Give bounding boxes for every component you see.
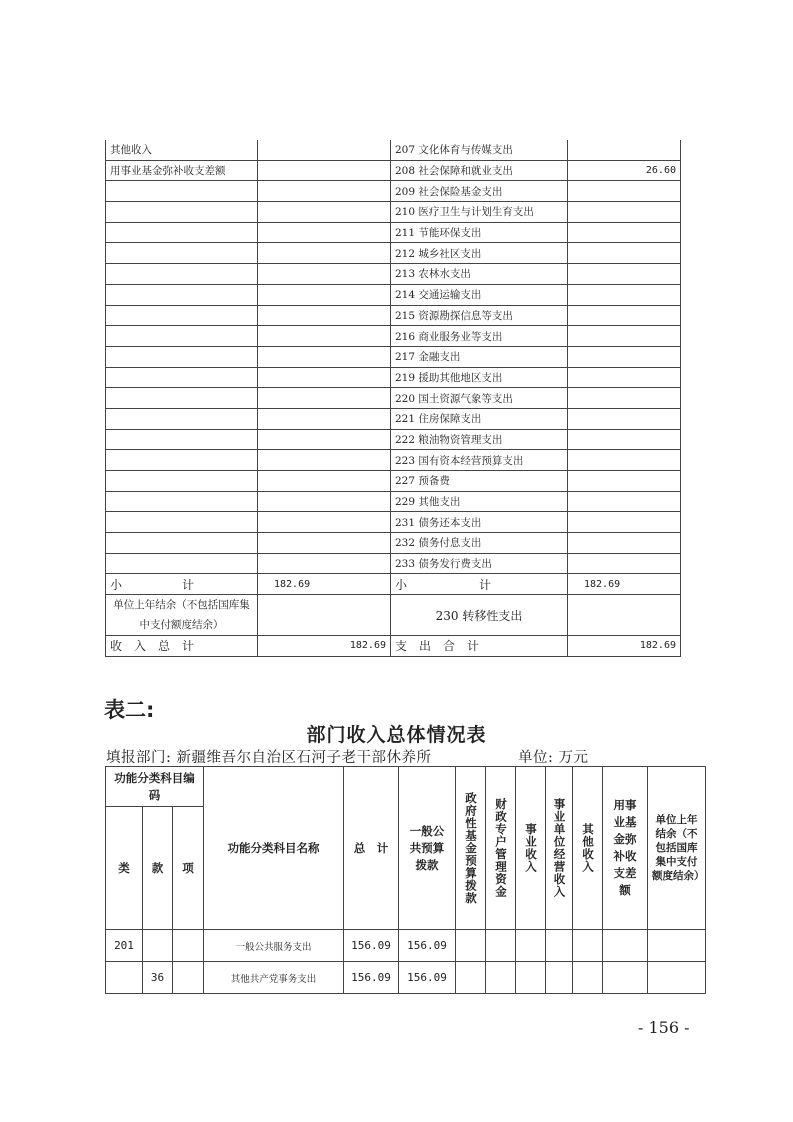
expense-value (568, 181, 681, 202)
expense-item: 212 城乡社区支出 (391, 243, 568, 264)
cell-other-income (573, 930, 603, 962)
expense-value (568, 471, 681, 492)
expense-item: 211 节能环保支出 (391, 222, 568, 243)
table-row (106, 326, 681, 347)
table-row (106, 202, 681, 223)
table-row (106, 930, 706, 962)
income-value (258, 202, 391, 223)
expense-value (568, 243, 681, 264)
expense-value (568, 553, 681, 574)
expense-value (568, 284, 681, 305)
cell-total: 156.09 (344, 930, 399, 962)
carryover-income-label: 单位上年结余（不包括国库集中支付额度结余） (106, 595, 258, 636)
income-value (258, 512, 391, 533)
expense-item: 229 其他支出 (391, 491, 568, 512)
header-name: 功能分类科目名称 (204, 767, 344, 930)
table-row (106, 491, 681, 512)
expense-item: 214 交通运输支出 (391, 284, 568, 305)
cell-gov-fund (456, 930, 486, 962)
expense-item: 223 国有资本经营预算支出 (391, 450, 568, 471)
income-item (106, 326, 258, 347)
income-value (258, 284, 391, 305)
income-item (106, 202, 258, 223)
table-row (106, 346, 681, 367)
expense-value (568, 326, 681, 347)
expense-value (568, 305, 681, 326)
header-xiang: 项 (173, 807, 204, 930)
income-value (258, 140, 391, 160)
income-value (258, 471, 391, 492)
table-row (106, 284, 681, 305)
cell-fund-offset (603, 962, 648, 994)
expense-value (568, 408, 681, 429)
expense-item: 233 债务发行费支出 (391, 553, 568, 574)
department-income-table (105, 766, 706, 994)
subtotal-expense-label: 小 计 (391, 574, 568, 595)
table-title: 部门收入总体情况表 (306, 724, 487, 746)
expense-value (568, 512, 681, 533)
cell-gov-fund (456, 962, 486, 994)
income-item (106, 243, 258, 264)
table-row (106, 429, 681, 450)
expense-item: 213 农林水支出 (391, 264, 568, 285)
expense-item: 222 粮油物资管理支出 (391, 429, 568, 450)
header-gov-fund: 政府性基金预算拨款 (456, 767, 486, 930)
income-expense-summary-table (105, 140, 681, 657)
table-row (106, 388, 681, 409)
carryover-income-value (258, 595, 391, 636)
table-row (106, 367, 681, 388)
expense-item: 231 债务还本支出 (391, 512, 568, 533)
income-value (258, 326, 391, 347)
income-item (106, 450, 258, 471)
cell-business-income (516, 962, 546, 994)
header-lei: 类 (106, 807, 143, 930)
expense-item: 208 社会保障和就业支出 (391, 160, 568, 181)
table-label: 表二: (104, 698, 155, 722)
header-carryover: 单位上年结余（不包括国库集中支付额度结余） (648, 767, 706, 930)
income-value (258, 553, 391, 574)
income-item (106, 512, 258, 533)
income-item (106, 408, 258, 429)
expense-item: 220 国土资源气象等支出 (391, 388, 568, 409)
subtotal-income-value: 182.69 (258, 574, 391, 595)
cell-carryover (648, 930, 706, 962)
cell-operating-income (546, 930, 573, 962)
expense-value (568, 533, 681, 554)
expense-item: 232 债务付息支出 (391, 533, 568, 554)
cell-other-income (573, 962, 603, 994)
income-value (258, 388, 391, 409)
total-expense-label: 支 出 合 计 (391, 636, 568, 657)
table-row (106, 140, 681, 160)
total-row (106, 636, 681, 657)
cell-xiang (173, 962, 204, 994)
cell-xiang (173, 930, 204, 962)
expense-item: 221 住房保障支出 (391, 408, 568, 429)
expense-item: 217 金融支出 (391, 346, 568, 367)
income-item (106, 388, 258, 409)
income-item (106, 533, 258, 554)
expense-value (568, 264, 681, 285)
expense-value (568, 346, 681, 367)
income-item (106, 181, 258, 202)
expense-value (568, 367, 681, 388)
total-expense-value: 182.69 (568, 636, 681, 657)
cell-kuan: 36 (143, 962, 173, 994)
header-special-fund: 财政专户管理资金 (486, 767, 516, 930)
cell-lei: 201 (106, 930, 143, 962)
header-total: 总 计 (344, 767, 399, 930)
page-number: - 156 - (638, 1018, 690, 1037)
income-value (258, 264, 391, 285)
cell-fund-offset (603, 930, 648, 962)
income-value (258, 243, 391, 264)
table-row (106, 160, 681, 181)
income-item (106, 305, 258, 326)
expense-item: 209 社会保险基金支出 (391, 181, 568, 202)
subtotal-expense-value: 182.69 (568, 574, 681, 595)
carryover-expense-label: 230 转移性支出 (391, 595, 568, 636)
income-item: 其他收入 (106, 140, 258, 160)
cell-carryover (648, 962, 706, 994)
expense-value (568, 388, 681, 409)
income-item: 用事业基金弥补收支差额 (106, 160, 258, 181)
expense-item: 210 医疗卫生与计划生育支出 (391, 202, 568, 223)
expense-value (568, 429, 681, 450)
income-item (106, 491, 258, 512)
table-row (106, 450, 681, 471)
subtotal-row (106, 574, 681, 595)
cell-total: 156.09 (344, 962, 399, 994)
cell-operating-income (546, 962, 573, 994)
expense-item: 219 援助其他地区支出 (391, 367, 568, 388)
expense-value (568, 222, 681, 243)
header-kuan: 款 (143, 807, 173, 930)
header-business-income: 事业收入 (516, 767, 546, 930)
table-row (106, 305, 681, 326)
expense-value (568, 202, 681, 223)
income-value (258, 450, 391, 471)
cell-business-income (516, 930, 546, 962)
income-item (106, 553, 258, 574)
header-operating-income: 事业单位经营收入 (546, 767, 573, 930)
income-value (258, 367, 391, 388)
income-item (106, 264, 258, 285)
table-row (106, 471, 681, 492)
carryover-expense-value (568, 595, 681, 636)
header-fund-offset: 用事业基金弥补收支差额 (603, 767, 648, 930)
cell-special-fund (486, 930, 516, 962)
header-general-budget: 一般公共预算拨款 (399, 767, 456, 930)
table-row (106, 181, 681, 202)
cell-name: 其他共产党事务支出 (204, 962, 344, 994)
carryover-row (106, 595, 681, 636)
income-value (258, 160, 391, 181)
expense-value: 26.60 (568, 160, 681, 181)
cell-name: 一般公共服务支出 (204, 930, 344, 962)
income-value (258, 491, 391, 512)
table-row (106, 533, 681, 554)
expense-item: 215 资源勘探信息等支出 (391, 305, 568, 326)
income-value (258, 429, 391, 450)
expense-value (568, 491, 681, 512)
income-item (106, 222, 258, 243)
cell-general-budget: 156.09 (399, 962, 456, 994)
income-item (106, 346, 258, 367)
table-row (106, 408, 681, 429)
income-value (258, 305, 391, 326)
income-value (258, 222, 391, 243)
cell-kuan (143, 930, 173, 962)
cell-lei (106, 962, 143, 994)
income-value (258, 181, 391, 202)
expense-item: 227 预备费 (391, 471, 568, 492)
cell-special-fund (486, 962, 516, 994)
expense-value (568, 450, 681, 471)
income-item (106, 284, 258, 305)
table-row (106, 243, 681, 264)
expense-value (568, 140, 681, 160)
cell-general-budget: 156.09 (399, 930, 456, 962)
total-income-value: 182.69 (258, 636, 391, 657)
filing-department: 填报部门: 新疆维吾尔自治区石河子老干部休养所 (106, 750, 432, 766)
unit-label: 单位: 万元 (518, 750, 589, 766)
income-value (258, 346, 391, 367)
income-item (106, 471, 258, 492)
income-value (258, 533, 391, 554)
table-row (106, 512, 681, 533)
total-income-label: 收 入 总 计 (106, 636, 258, 657)
table-row (106, 553, 681, 574)
table-row (106, 962, 706, 994)
income-item (106, 429, 258, 450)
income-value (258, 408, 391, 429)
subtotal-income-label: 小 计 (106, 574, 258, 595)
expense-item: 207 文化体育与传媒支出 (391, 140, 568, 160)
header-other-income: 其他收入 (573, 767, 603, 930)
table-row (106, 264, 681, 285)
header-code-group: 功能分类科目编码 (106, 767, 204, 807)
expense-item: 216 商业服务业等支出 (391, 326, 568, 347)
income-item (106, 367, 258, 388)
table-row (106, 222, 681, 243)
